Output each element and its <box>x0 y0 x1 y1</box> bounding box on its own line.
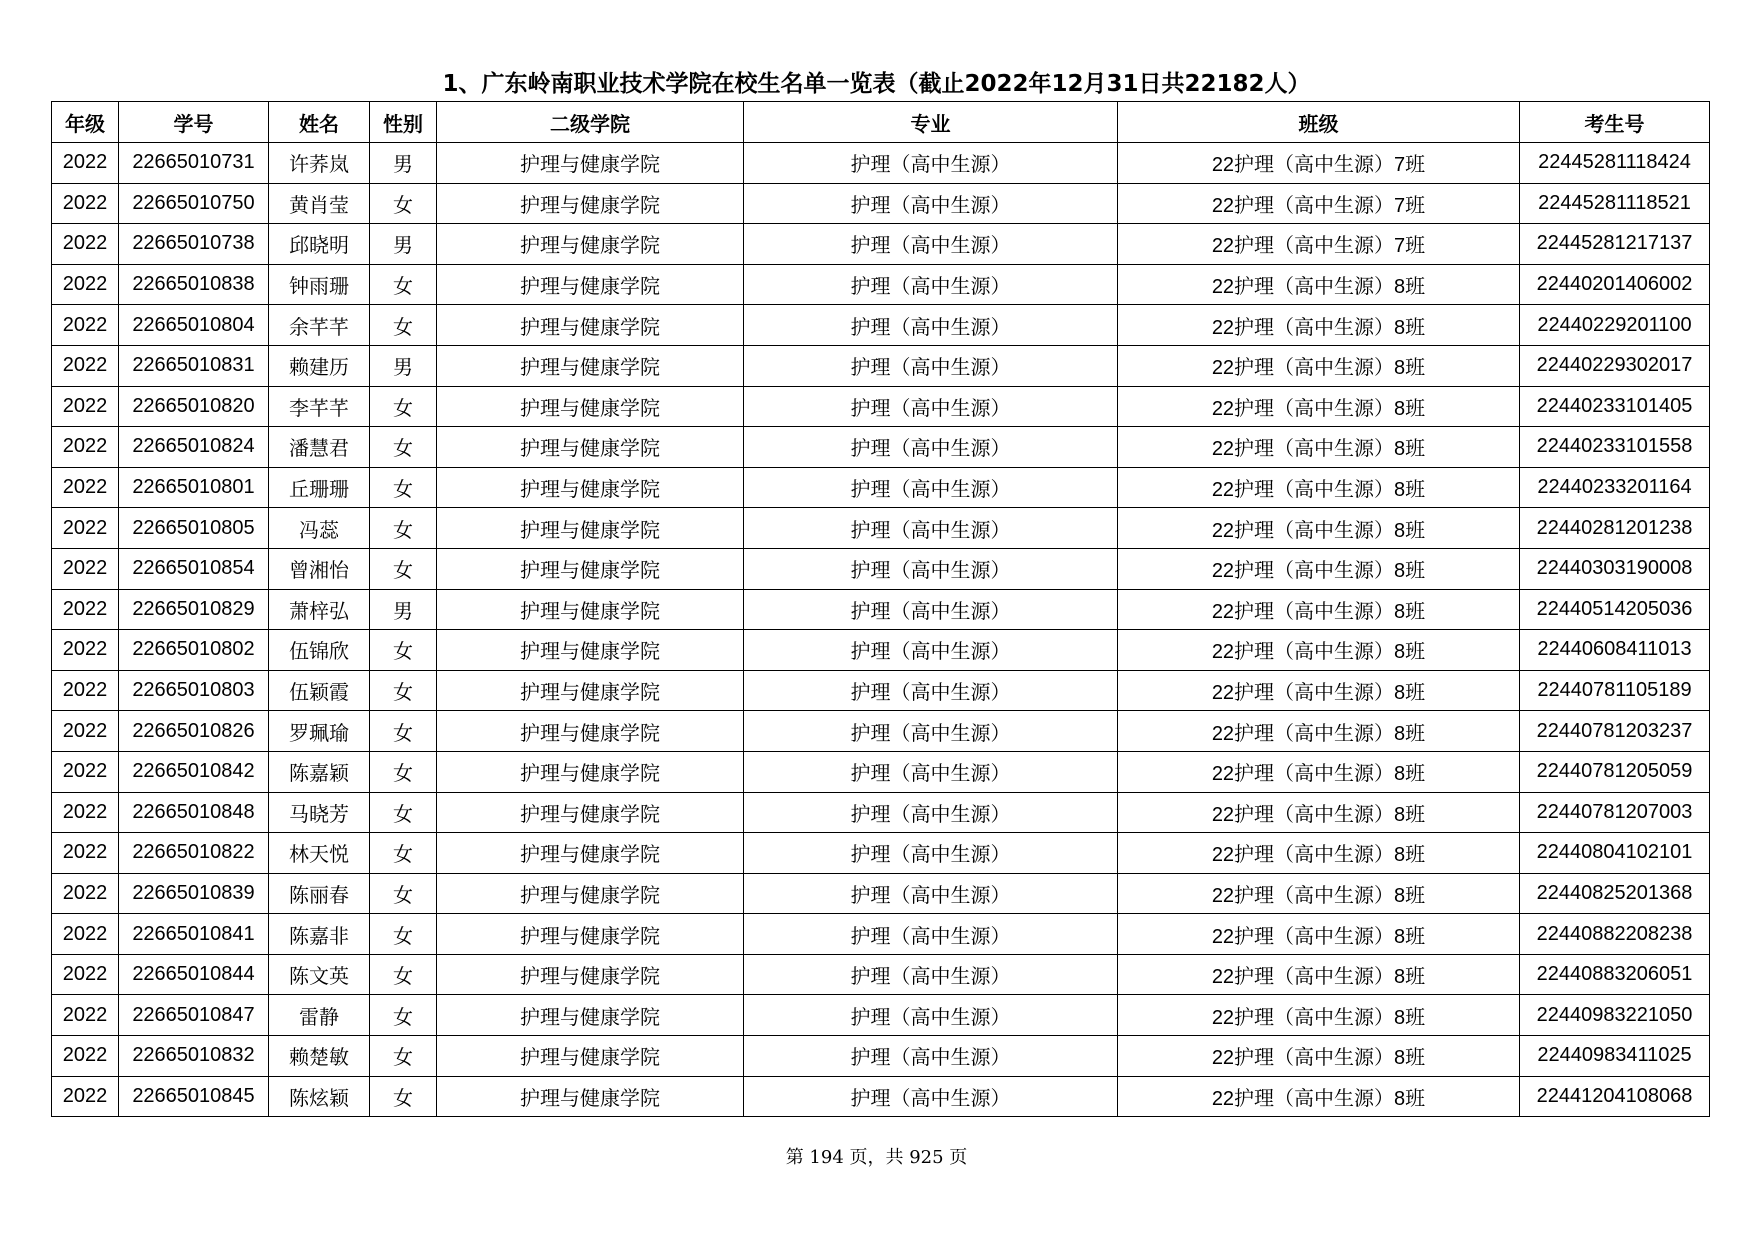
college-cell: 护理与健康学院 <box>437 833 744 874</box>
gender-cell: 女 <box>370 508 437 549</box>
grade-cell: 2022 <box>52 467 119 508</box>
gender-cell: 男 <box>370 345 437 386</box>
exam-number-cell: 22441204108068 <box>1520 1076 1710 1117</box>
major-cell: 护理（高中生源） <box>744 873 1118 914</box>
college-cell: 护理与健康学院 <box>437 954 744 995</box>
class-cell: 22护理（高中生源）8班 <box>1118 873 1520 914</box>
class-cell: 22护理（高中生源）7班 <box>1118 143 1520 184</box>
gender-cell: 女 <box>370 954 437 995</box>
grade-cell: 2022 <box>52 183 119 224</box>
grade-cell: 2022 <box>52 1036 119 1077</box>
name-cell: 罗珮瑜 <box>269 711 370 752</box>
table-row <box>52 630 1710 671</box>
name-cell: 邱晓明 <box>269 224 370 265</box>
header-grade: 年级 <box>52 102 119 143</box>
grade-cell: 2022 <box>52 345 119 386</box>
class-cell: 22护理（高中生源）8班 <box>1118 589 1520 630</box>
student-id-cell: 22665010844 <box>119 954 269 995</box>
table-row <box>52 833 1710 874</box>
class-cell: 22护理（高中生源）8班 <box>1118 345 1520 386</box>
name-cell: 曾湘怡 <box>269 548 370 589</box>
grade-cell: 2022 <box>52 548 119 589</box>
grade-cell: 2022 <box>52 751 119 792</box>
class-cell: 22护理（高中生源）8班 <box>1118 751 1520 792</box>
college-cell: 护理与健康学院 <box>437 386 744 427</box>
major-cell: 护理（高中生源） <box>744 630 1118 671</box>
name-cell: 陈嘉颖 <box>269 751 370 792</box>
major-cell: 护理（高中生源） <box>744 833 1118 874</box>
student-id-cell: 22665010826 <box>119 711 269 752</box>
table-row <box>52 1076 1710 1117</box>
class-cell: 22护理（高中生源）8班 <box>1118 995 1520 1036</box>
table-header-row <box>52 102 1710 143</box>
table-row <box>52 792 1710 833</box>
major-cell: 护理（高中生源） <box>744 224 1118 265</box>
grade-cell: 2022 <box>52 589 119 630</box>
college-cell: 护理与健康学院 <box>437 224 744 265</box>
class-cell: 22护理（高中生源）8班 <box>1118 386 1520 427</box>
class-cell: 22护理（高中生源）8班 <box>1118 711 1520 752</box>
student-id-cell: 22665010820 <box>119 386 269 427</box>
class-cell: 22护理（高中生源）8班 <box>1118 1076 1520 1117</box>
major-cell: 护理（高中生源） <box>744 711 1118 752</box>
major-cell: 护理（高中生源） <box>744 427 1118 468</box>
college-cell: 护理与健康学院 <box>437 914 744 955</box>
college-cell: 护理与健康学院 <box>437 427 744 468</box>
major-cell: 护理（高中生源） <box>744 1076 1118 1117</box>
college-cell: 护理与健康学院 <box>437 305 744 346</box>
major-cell: 护理（高中生源） <box>744 914 1118 955</box>
table-row <box>52 751 1710 792</box>
name-cell: 黄肖莹 <box>269 183 370 224</box>
grade-cell: 2022 <box>52 386 119 427</box>
class-cell: 22护理（高中生源）8班 <box>1118 264 1520 305</box>
college-cell: 护理与健康学院 <box>437 589 744 630</box>
class-cell: 22护理（高中生源）8班 <box>1118 833 1520 874</box>
student-id-cell: 22665010847 <box>119 995 269 1036</box>
class-cell: 22护理（高中生源）7班 <box>1118 183 1520 224</box>
gender-cell: 女 <box>370 833 437 874</box>
name-cell: 钟雨珊 <box>269 264 370 305</box>
major-cell: 护理（高中生源） <box>744 954 1118 995</box>
exam-number-cell: 22445281217137 <box>1520 224 1710 265</box>
major-cell: 护理（高中生源） <box>744 143 1118 184</box>
table-row <box>52 467 1710 508</box>
name-cell: 赖建历 <box>269 345 370 386</box>
table-row <box>52 914 1710 955</box>
college-cell: 护理与健康学院 <box>437 345 744 386</box>
class-cell: 22护理（高中生源）8班 <box>1118 467 1520 508</box>
grade-cell: 2022 <box>52 670 119 711</box>
gender-cell: 女 <box>370 427 437 468</box>
class-cell: 22护理（高中生源）8班 <box>1118 630 1520 671</box>
exam-number-cell: 22440781105189 <box>1520 670 1710 711</box>
college-cell: 护理与健康学院 <box>437 508 744 549</box>
gender-cell: 女 <box>370 1036 437 1077</box>
table-row <box>52 711 1710 752</box>
class-cell: 22护理（高中生源）8班 <box>1118 548 1520 589</box>
college-cell: 护理与健康学院 <box>437 264 744 305</box>
major-cell: 护理（高中生源） <box>744 305 1118 346</box>
student-id-cell: 22665010831 <box>119 345 269 386</box>
header-name: 姓名 <box>269 102 370 143</box>
student-id-cell: 22665010854 <box>119 548 269 589</box>
table-row <box>52 1036 1710 1077</box>
gender-cell: 女 <box>370 873 437 914</box>
table-row <box>52 508 1710 549</box>
student-id-cell: 22665010801 <box>119 467 269 508</box>
class-cell: 22护理（高中生源）8班 <box>1118 670 1520 711</box>
exam-number-cell: 22440804102101 <box>1520 833 1710 874</box>
grade-cell: 2022 <box>52 427 119 468</box>
document-title: 1、广东岭南职业技术学院在校生名单一览表（截止2022年12月31日共22182人） <box>442 71 1311 97</box>
gender-cell: 女 <box>370 995 437 1036</box>
name-cell: 陈嘉非 <box>269 914 370 955</box>
student-id-cell: 22665010731 <box>119 143 269 184</box>
header-college: 二级学院 <box>437 102 744 143</box>
table-body <box>52 143 1710 1117</box>
major-cell: 护理（高中生源） <box>744 467 1118 508</box>
student-id-cell: 22665010802 <box>119 630 269 671</box>
name-cell: 陈丽春 <box>269 873 370 914</box>
name-cell: 潘慧君 <box>269 427 370 468</box>
exam-number-cell: 22440608411013 <box>1520 630 1710 671</box>
college-cell: 护理与健康学院 <box>437 143 744 184</box>
grade-cell: 2022 <box>52 914 119 955</box>
gender-cell: 男 <box>370 224 437 265</box>
header-gender: 性别 <box>370 102 437 143</box>
name-cell: 马晓芳 <box>269 792 370 833</box>
exam-number-cell: 22440781205059 <box>1520 751 1710 792</box>
table-row <box>52 954 1710 995</box>
exam-number-cell: 22440233201164 <box>1520 467 1710 508</box>
student-id-cell: 22665010805 <box>119 508 269 549</box>
student-id-cell: 22665010842 <box>119 751 269 792</box>
name-cell: 林天悦 <box>269 833 370 874</box>
grade-cell: 2022 <box>52 508 119 549</box>
page-footer: 第 194 页，共 925 页 <box>785 1147 968 1168</box>
gender-cell: 女 <box>370 914 437 955</box>
gender-cell: 女 <box>370 792 437 833</box>
gender-cell: 女 <box>370 630 437 671</box>
major-cell: 护理（高中生源） <box>744 670 1118 711</box>
gender-cell: 男 <box>370 143 437 184</box>
header-student-id: 学号 <box>119 102 269 143</box>
student-id-cell: 22665010848 <box>119 792 269 833</box>
student-id-cell: 22665010804 <box>119 305 269 346</box>
exam-number-cell: 22440229201100 <box>1520 305 1710 346</box>
class-cell: 22护理（高中生源）8班 <box>1118 427 1520 468</box>
student-id-cell: 22665010822 <box>119 833 269 874</box>
student-id-cell: 22665010750 <box>119 183 269 224</box>
name-cell: 李芊芊 <box>269 386 370 427</box>
table-row <box>52 305 1710 346</box>
grade-cell: 2022 <box>52 1076 119 1117</box>
class-cell: 22护理（高中生源）7班 <box>1118 224 1520 265</box>
exam-number-cell: 22440514205036 <box>1520 589 1710 630</box>
name-cell: 陈炫颖 <box>269 1076 370 1117</box>
name-cell: 冯蕊 <box>269 508 370 549</box>
gender-cell: 女 <box>370 548 437 589</box>
student-id-cell: 22665010839 <box>119 873 269 914</box>
grade-cell: 2022 <box>52 792 119 833</box>
table-row <box>52 548 1710 589</box>
grade-cell: 2022 <box>52 630 119 671</box>
gender-cell: 女 <box>370 1076 437 1117</box>
grade-cell: 2022 <box>52 873 119 914</box>
table-row <box>52 183 1710 224</box>
name-cell: 伍锦欣 <box>269 630 370 671</box>
major-cell: 护理（高中生源） <box>744 995 1118 1036</box>
name-cell: 赖楚敏 <box>269 1036 370 1077</box>
grade-cell: 2022 <box>52 711 119 752</box>
grade-cell: 2022 <box>52 954 119 995</box>
header-exam-number: 考生号 <box>1520 102 1710 143</box>
major-cell: 护理（高中生源） <box>744 183 1118 224</box>
student-id-cell: 22665010838 <box>119 264 269 305</box>
college-cell: 护理与健康学院 <box>437 1076 744 1117</box>
header-major: 专业 <box>744 102 1118 143</box>
grade-cell: 2022 <box>52 224 119 265</box>
student-id-cell: 22665010829 <box>119 589 269 630</box>
exam-number-cell: 22440983411025 <box>1520 1036 1710 1077</box>
college-cell: 护理与健康学院 <box>437 467 744 508</box>
college-cell: 护理与健康学院 <box>437 751 744 792</box>
table-row <box>52 386 1710 427</box>
college-cell: 护理与健康学院 <box>437 792 744 833</box>
name-cell: 陈文英 <box>269 954 370 995</box>
name-cell: 丘珊珊 <box>269 467 370 508</box>
gender-cell: 女 <box>370 386 437 427</box>
gender-cell: 女 <box>370 183 437 224</box>
college-cell: 护理与健康学院 <box>437 630 744 671</box>
name-cell: 伍颖霞 <box>269 670 370 711</box>
table-row <box>52 143 1710 184</box>
exam-number-cell: 22440233101558 <box>1520 427 1710 468</box>
table-row <box>52 995 1710 1036</box>
exam-number-cell: 22440229302017 <box>1520 345 1710 386</box>
table-row <box>52 264 1710 305</box>
gender-cell: 女 <box>370 305 437 346</box>
student-id-cell: 22665010832 <box>119 1036 269 1077</box>
exam-number-cell: 22440781207003 <box>1520 792 1710 833</box>
major-cell: 护理（高中生源） <box>744 751 1118 792</box>
exam-number-cell: 22440882208238 <box>1520 914 1710 955</box>
table-row <box>52 670 1710 711</box>
table-row <box>52 345 1710 386</box>
grade-cell: 2022 <box>52 143 119 184</box>
grade-cell: 2022 <box>52 305 119 346</box>
exam-number-cell: 22440781203237 <box>1520 711 1710 752</box>
gender-cell: 女 <box>370 467 437 508</box>
name-cell: 许荞岚 <box>269 143 370 184</box>
student-id-cell: 22665010845 <box>119 1076 269 1117</box>
major-cell: 护理（高中生源） <box>744 792 1118 833</box>
student-id-cell: 22665010738 <box>119 224 269 265</box>
exam-number-cell: 22440303190008 <box>1520 548 1710 589</box>
major-cell: 护理（高中生源） <box>744 589 1118 630</box>
college-cell: 护理与健康学院 <box>437 670 744 711</box>
exam-number-cell: 22440281201238 <box>1520 508 1710 549</box>
exam-number-cell: 22445281118424 <box>1520 143 1710 184</box>
name-cell: 余芊芊 <box>269 305 370 346</box>
college-cell: 护理与健康学院 <box>437 995 744 1036</box>
exam-number-cell: 22440883206051 <box>1520 954 1710 995</box>
table-row <box>52 224 1710 265</box>
major-cell: 护理（高中生源） <box>744 264 1118 305</box>
student-roster-table <box>51 101 1710 1117</box>
class-cell: 22护理（高中生源）8班 <box>1118 954 1520 995</box>
exam-number-cell: 22445281118521 <box>1520 183 1710 224</box>
table-row <box>52 873 1710 914</box>
major-cell: 护理（高中生源） <box>744 548 1118 589</box>
gender-cell: 男 <box>370 589 437 630</box>
college-cell: 护理与健康学院 <box>437 183 744 224</box>
gender-cell: 女 <box>370 264 437 305</box>
gender-cell: 女 <box>370 711 437 752</box>
header-class: 班级 <box>1118 102 1520 143</box>
exam-number-cell: 22440233101405 <box>1520 386 1710 427</box>
exam-number-cell: 22440201406002 <box>1520 264 1710 305</box>
exam-number-cell: 22440983221050 <box>1520 995 1710 1036</box>
gender-cell: 女 <box>370 751 437 792</box>
student-id-cell: 22665010841 <box>119 914 269 955</box>
major-cell: 护理（高中生源） <box>744 508 1118 549</box>
gender-cell: 女 <box>370 670 437 711</box>
class-cell: 22护理（高中生源）8班 <box>1118 1036 1520 1077</box>
grade-cell: 2022 <box>52 264 119 305</box>
exam-number-cell: 22440825201368 <box>1520 873 1710 914</box>
student-id-cell: 22665010803 <box>119 670 269 711</box>
class-cell: 22护理（高中生源）8班 <box>1118 914 1520 955</box>
student-id-cell: 22665010824 <box>119 427 269 468</box>
college-cell: 护理与健康学院 <box>437 873 744 914</box>
table-row <box>52 427 1710 468</box>
class-cell: 22护理（高中生源）8班 <box>1118 305 1520 346</box>
major-cell: 护理（高中生源） <box>744 345 1118 386</box>
major-cell: 护理（高中生源） <box>744 1036 1118 1077</box>
name-cell: 萧梓弘 <box>269 589 370 630</box>
college-cell: 护理与健康学院 <box>437 548 744 589</box>
name-cell: 雷静 <box>269 995 370 1036</box>
class-cell: 22护理（高中生源）8班 <box>1118 792 1520 833</box>
grade-cell: 2022 <box>52 995 119 1036</box>
college-cell: 护理与健康学院 <box>437 1036 744 1077</box>
major-cell: 护理（高中生源） <box>744 386 1118 427</box>
table-row <box>52 589 1710 630</box>
class-cell: 22护理（高中生源）8班 <box>1118 508 1520 549</box>
grade-cell: 2022 <box>52 833 119 874</box>
college-cell: 护理与健康学院 <box>437 711 744 752</box>
